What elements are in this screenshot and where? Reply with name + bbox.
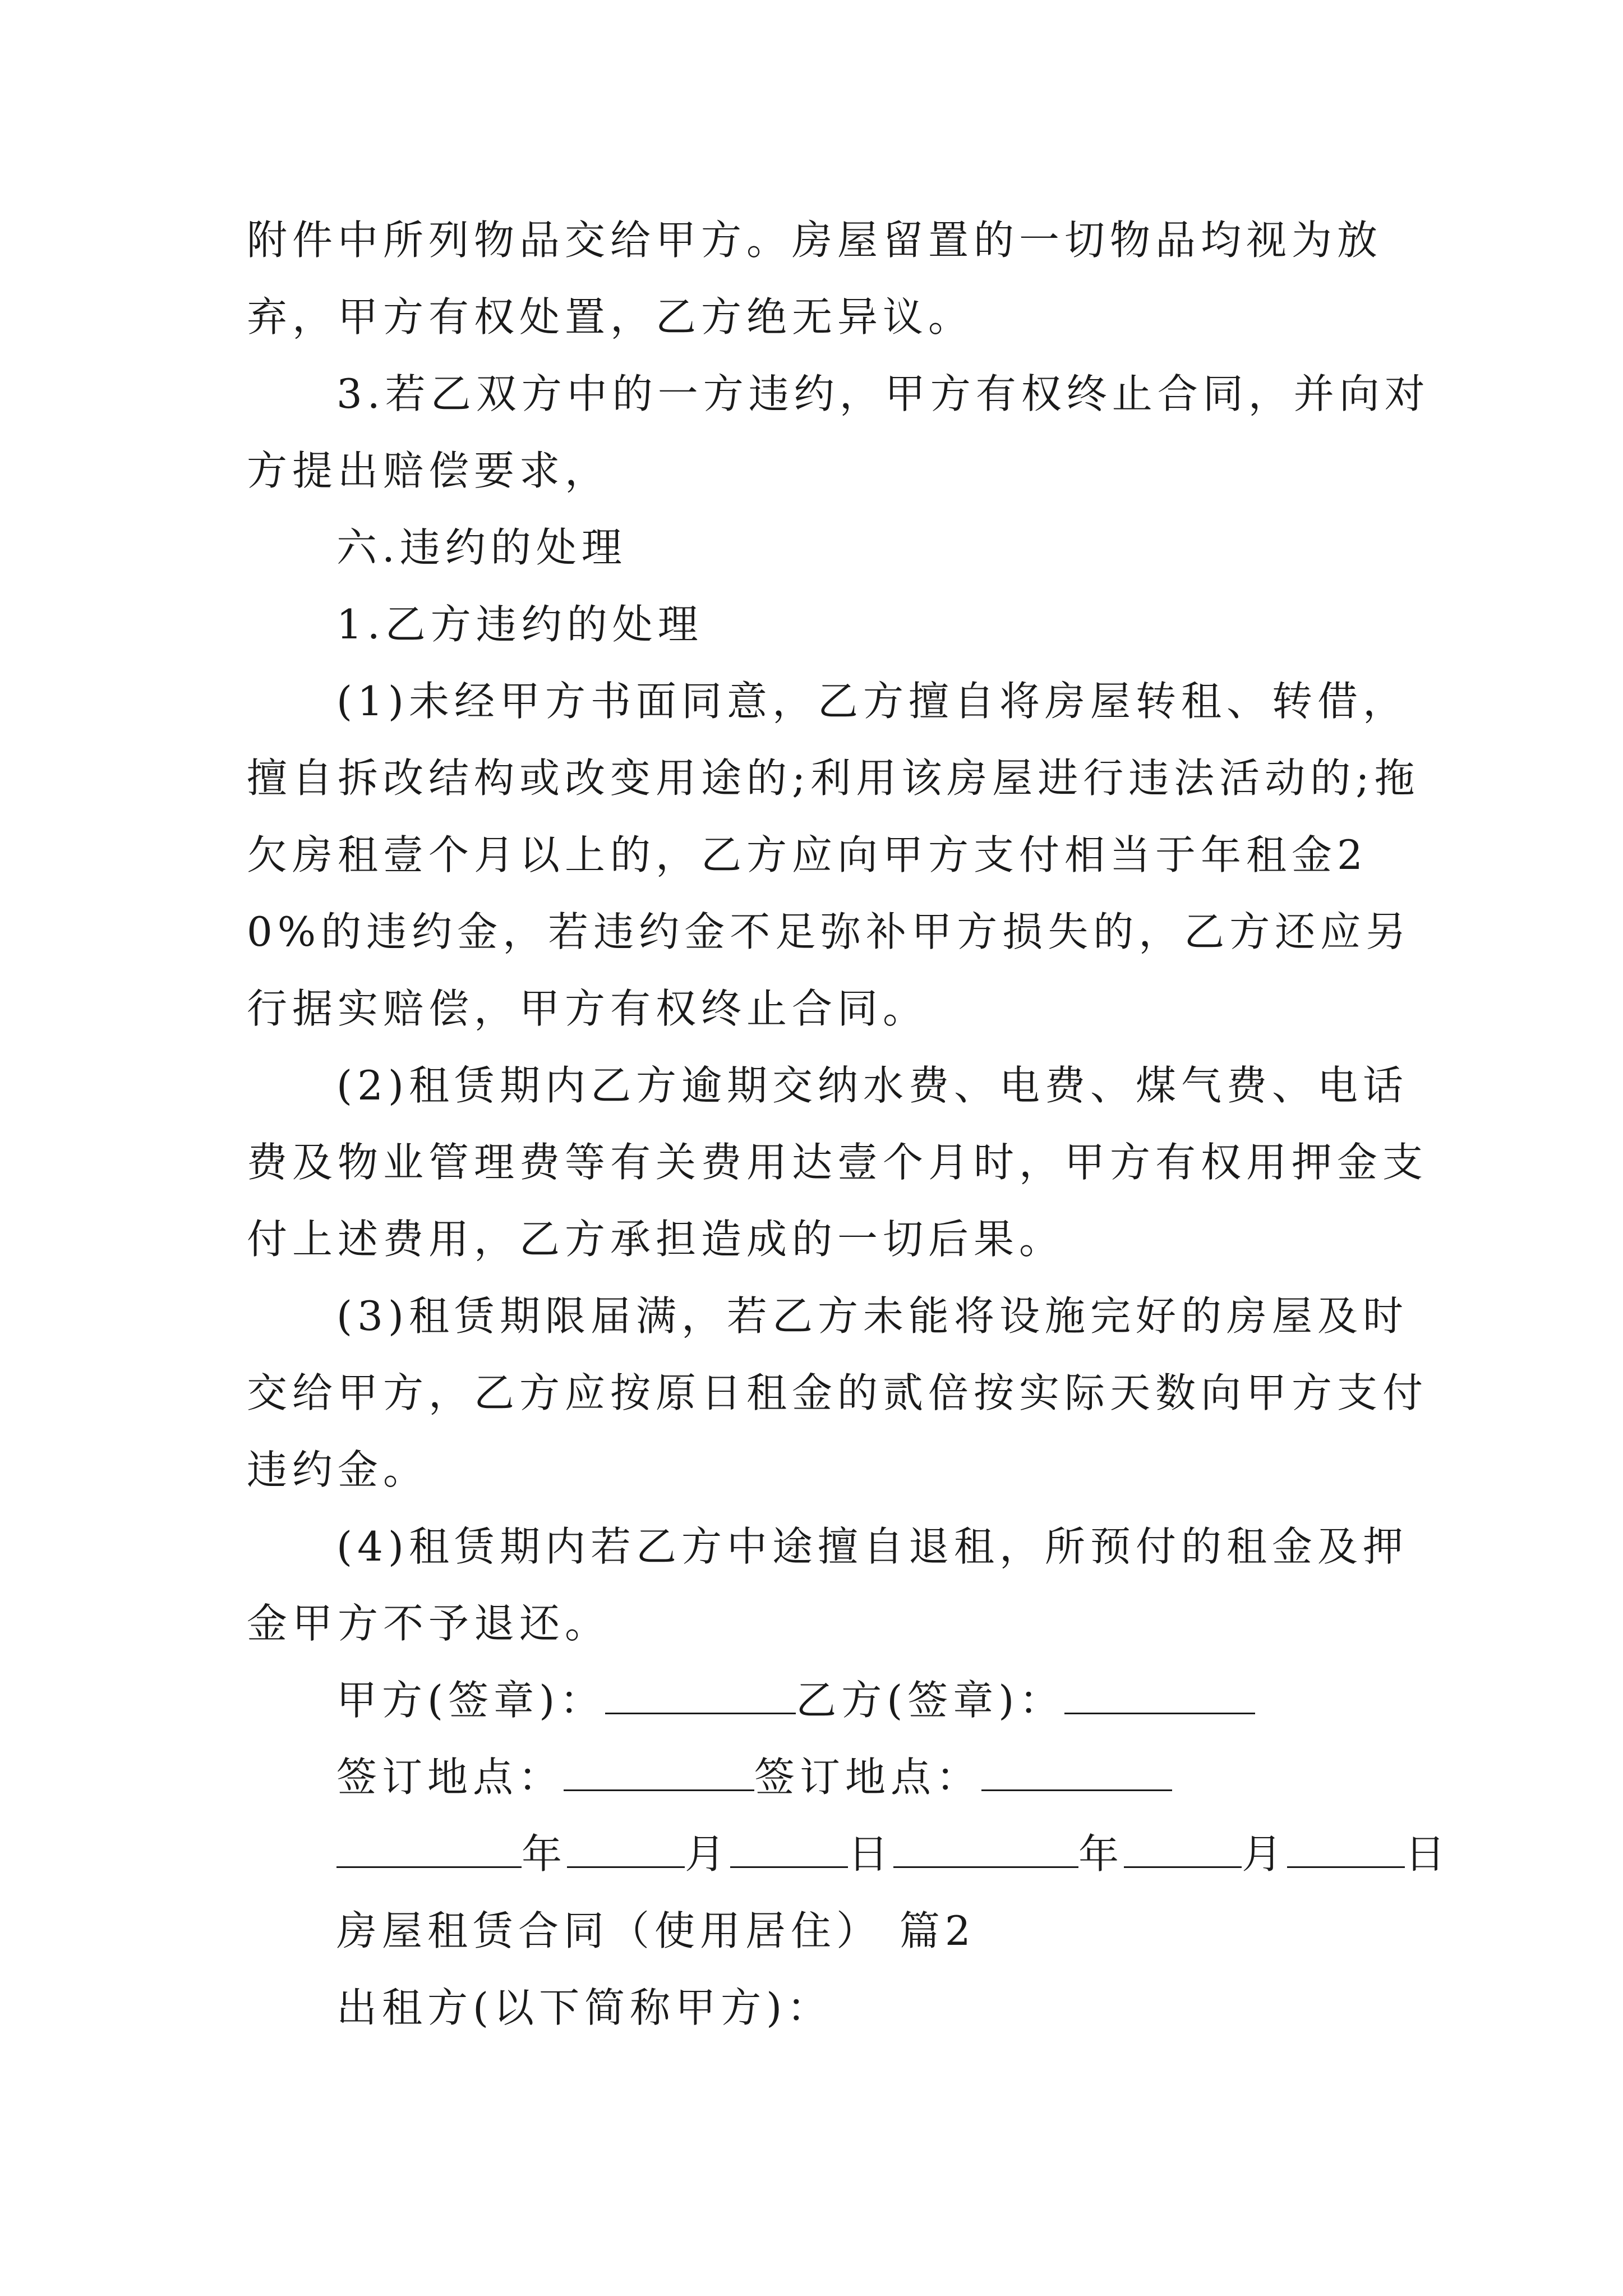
party-a-signature-label: 甲方(签章)： xyxy=(336,1677,606,1724)
signature-line-parties xyxy=(247,1662,1436,1739)
section-heading-breach-handling: 六.违约的处理 xyxy=(336,524,627,571)
place-a-label: 签订地点： xyxy=(336,1754,564,1801)
party-b-signature-blank xyxy=(1064,1680,1255,1714)
date-b-day-blank xyxy=(1287,1834,1405,1868)
signature-line-places xyxy=(247,1739,1436,1816)
date-b-year-label: 年 xyxy=(1078,1830,1124,1878)
date-a-year-label: 年 xyxy=(522,1830,568,1878)
place-b-blank xyxy=(981,1757,1172,1791)
clause-4-early-termination: (4)租赁期内若乙方中途擅自退租，所预付的租金及押金甲方不予退还。 xyxy=(247,1523,1408,1647)
paragraph-breach-termination: 3.若乙双方中的一方违约，甲方有权终止合同，并向对方提出赔偿要求， xyxy=(247,370,1430,494)
date-a-month-blank xyxy=(567,1834,685,1868)
date-a-month-label: 月 xyxy=(685,1830,731,1878)
subsection-heading-party-b-breach: 1.乙方违约的处理 xyxy=(336,601,703,648)
clause-2-overdue-fees: (2)租赁期内乙方逾期交纳水费、电费、煤气费、电话费及物业管理费等有关费用达壹个月时，甲方有权用押金支付上述费用，乙方承担造成的一切后果。 xyxy=(247,1062,1428,1263)
date-b-year-blank xyxy=(893,1834,1078,1868)
party-b-signature-label: 乙方(签章)： xyxy=(796,1677,1065,1724)
place-a-blank xyxy=(564,1757,754,1791)
next-contract-title: 房屋租赁合同（使用居住） 篇2 xyxy=(336,1907,976,1954)
clause-3-late-return: (3)租赁期限届满，若乙方未能将设施完好的房屋及时交给甲方，乙方应按原日租金的贰倍按实际天数向甲方支付违约金。 xyxy=(247,1292,1428,1493)
document-body xyxy=(247,202,1451,2046)
date-b-day-label: 日 xyxy=(1405,1830,1451,1878)
date-a-day-blank xyxy=(730,1834,848,1868)
party-a-signature-blank xyxy=(605,1680,796,1714)
date-a-year-blank xyxy=(336,1834,522,1868)
date-b-month-label: 月 xyxy=(1242,1830,1288,1878)
date-b-month-blank xyxy=(1124,1834,1242,1868)
signature-line-dates xyxy=(247,1816,1451,1893)
paragraph-property-abandonment: 附件中所列物品交给甲方。房屋留置的一切物品均视为放弃，甲方有权处置，乙方绝无异议。 xyxy=(247,217,1383,341)
place-b-label: 签订地点： xyxy=(754,1754,982,1801)
lessor-label: 出租方(以下简称甲方)： xyxy=(336,1984,833,2031)
date-a-day-label: 日 xyxy=(848,1830,894,1878)
clause-1-unauthorized-sublet: (1)未经甲方书面同意，乙方擅自将房屋转租、转借，擅自拆改结构或改变用途的;利用该房屋进行违法活动的;拖欠房租壹个月以上的，乙方应向甲方支付相当于年租金20%的违约金，若违约金不足弥补甲方损失的，乙方还应另行据实赔偿，甲方有权终止合同。 xyxy=(247,678,1420,1032)
